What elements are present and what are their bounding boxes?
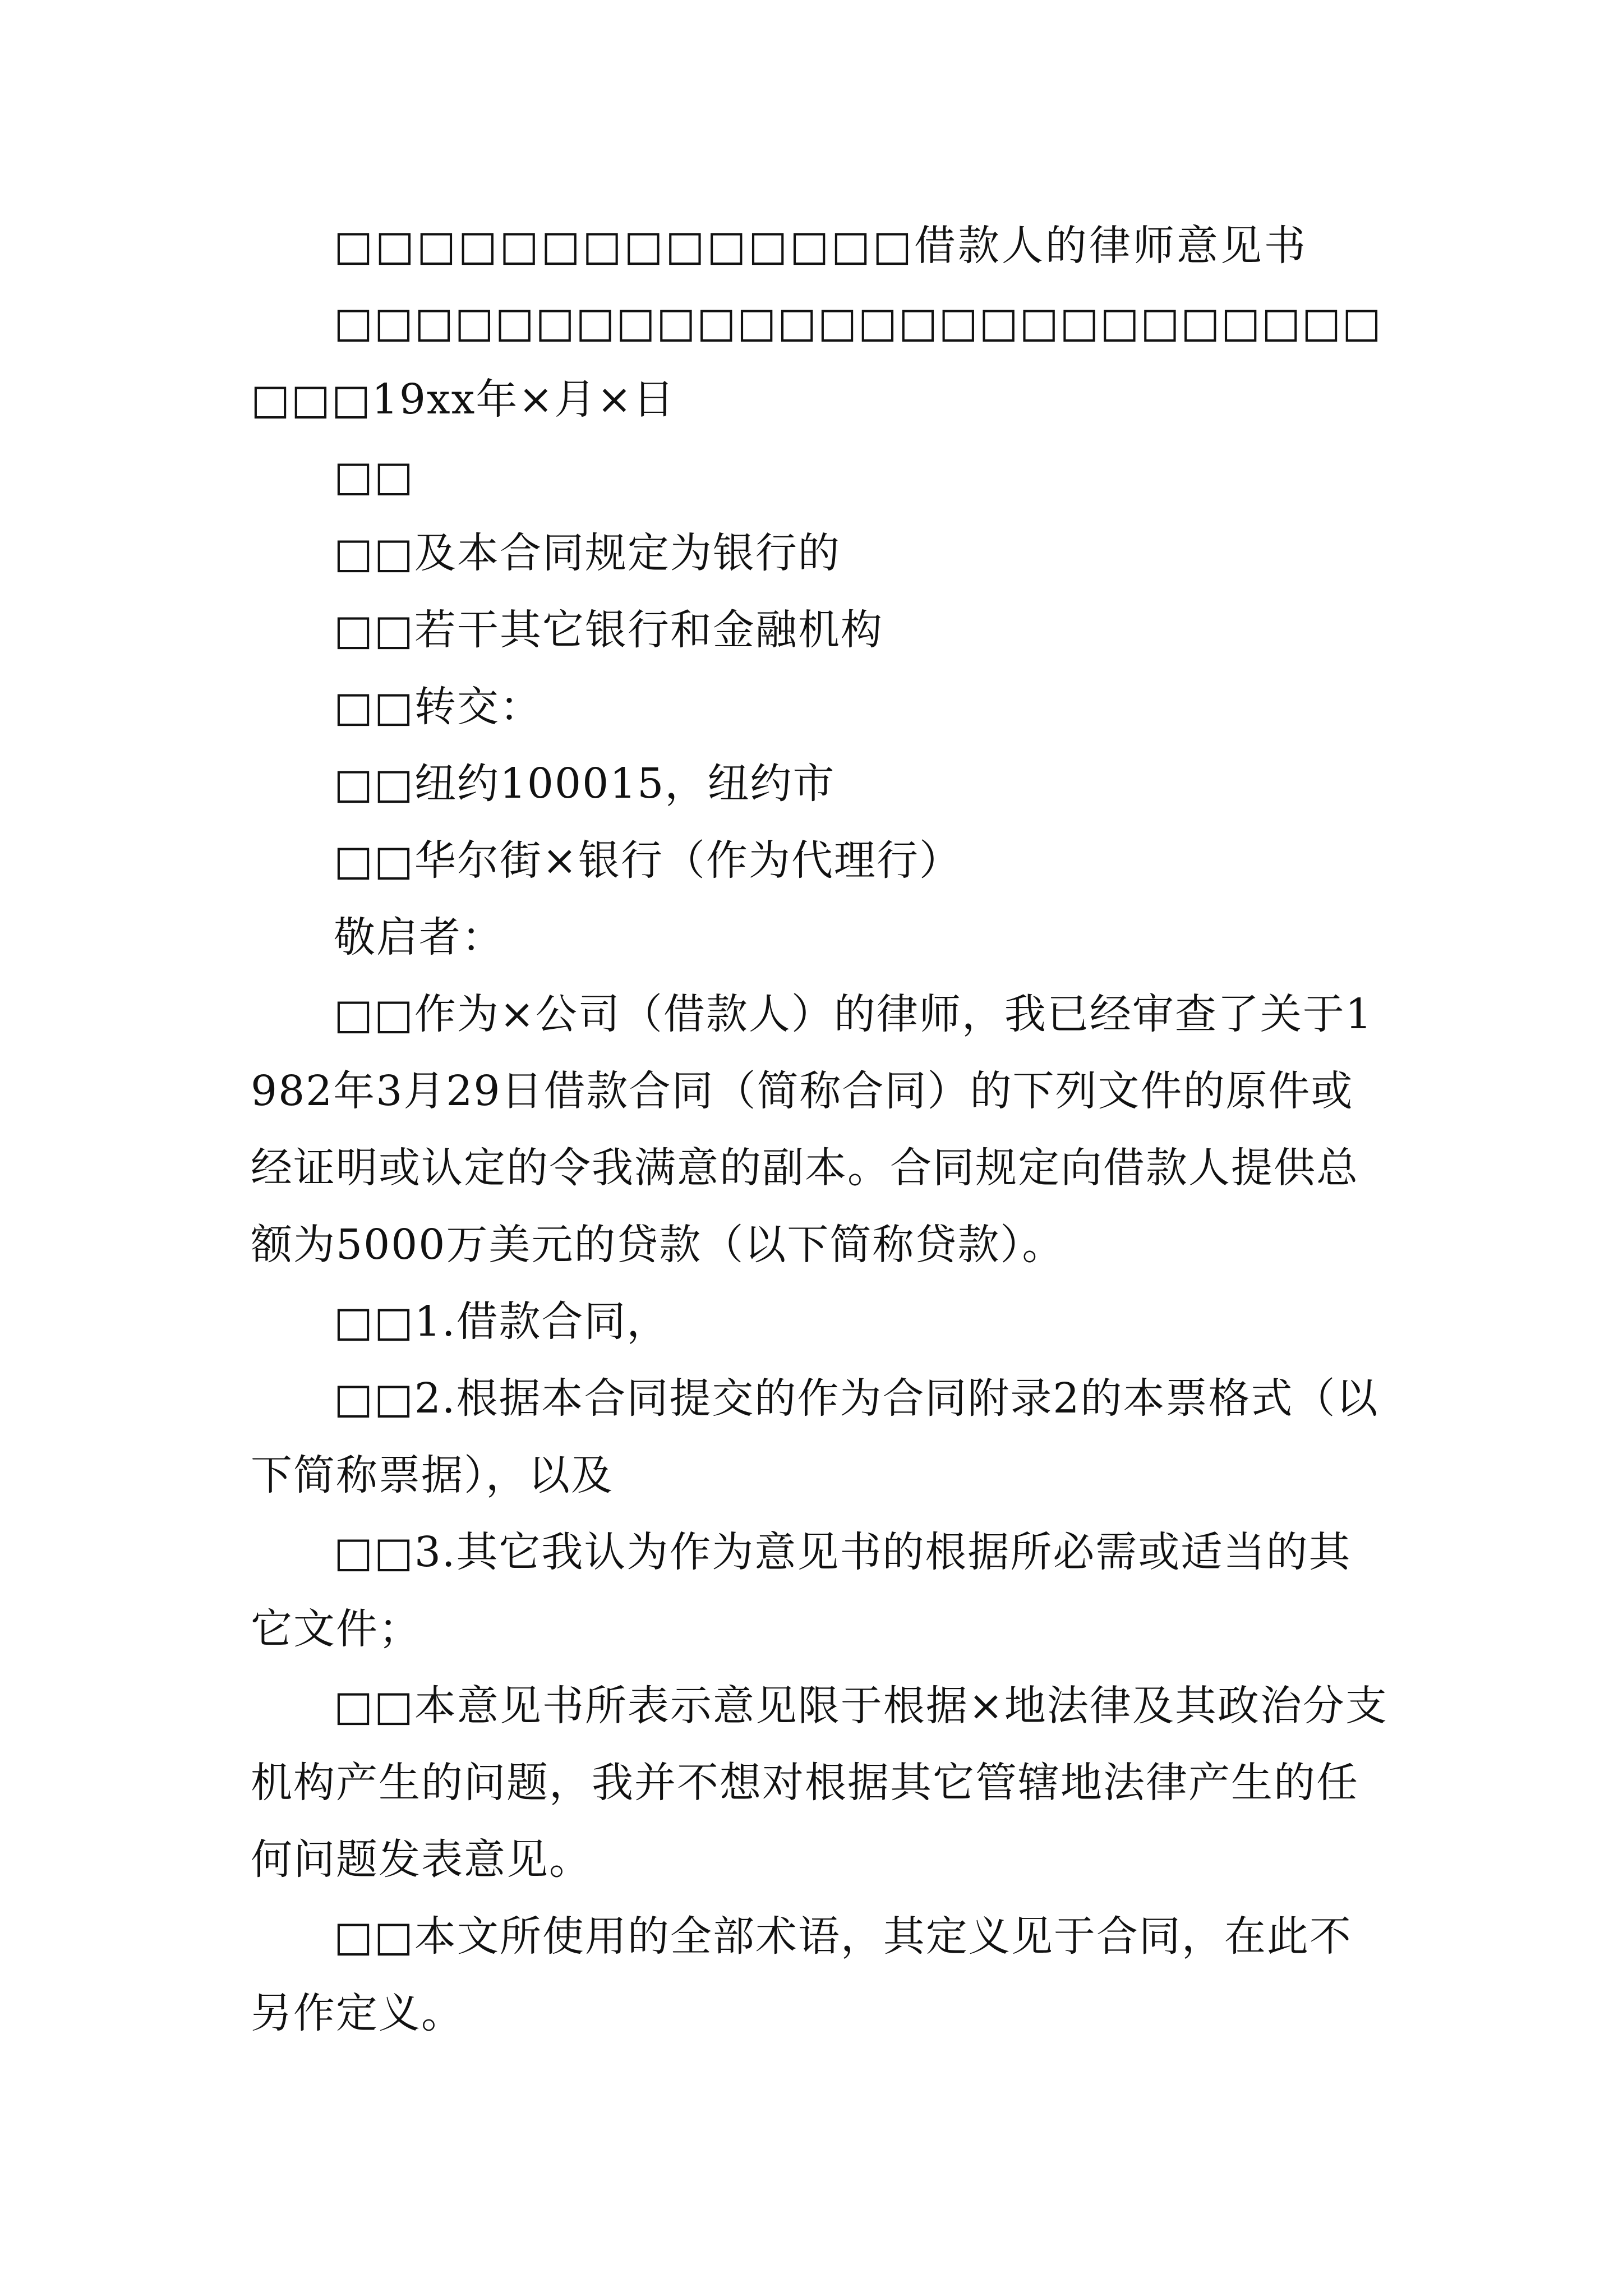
list-item-3: □□3.其它我认为作为意见书的根据所必需或适当的其它文件； xyxy=(251,1528,1352,1653)
document-title: □□□□□□□□□□□□□□借款人的律师意见书 xyxy=(334,222,1308,270)
date-line: □□□□□□□□□□□□□□□□□□□□□□□□□□□□□19xx年×月×日 xyxy=(251,298,1382,424)
recipient-line-agent: □□华尔街×银行（作为代理行） xyxy=(334,836,962,885)
recipient-line-bank: □□及本合同规定为银行的 xyxy=(334,529,841,577)
body-paragraph-scope: □□本意见书所表示意见限于根据×地法律及其政治分支机构产生的问题，我并不想对根据其它管辖地法律产生的任何问题发表意见。 xyxy=(251,1682,1388,1884)
salutation: 敬启者： xyxy=(334,913,504,961)
body-paragraph-terms: □□本文所使用的全部术语，其定义见于合同，在此不另作定义。 xyxy=(251,1912,1352,2037)
recipient-line-forward: □□转交： xyxy=(334,683,542,731)
list-item-1: □□1.借款合同， xyxy=(334,1297,670,1346)
body-paragraph-review: □□作为×公司（借款人）的律师，我已经审查了关于1982年3月29日借款合同（简称合同）的下列文件的原件或经证明或认定的令我满意的副本。合同规定向借款人提供总额为5000万美元的贷款（以下简称贷款）。 xyxy=(251,990,1373,1269)
document-body xyxy=(251,208,1389,2052)
recipient-line-address: □□纽约100015，纽约市 xyxy=(334,760,836,808)
list-item-2: □□2.根据本合同提交的作为合同附录2的本票格式（以下简称票据），以及 xyxy=(251,1374,1379,1499)
recipient-line-institutions: □□若干其它银行和金融机构 xyxy=(334,606,883,654)
recipient-line-blank: □□ xyxy=(334,452,414,500)
